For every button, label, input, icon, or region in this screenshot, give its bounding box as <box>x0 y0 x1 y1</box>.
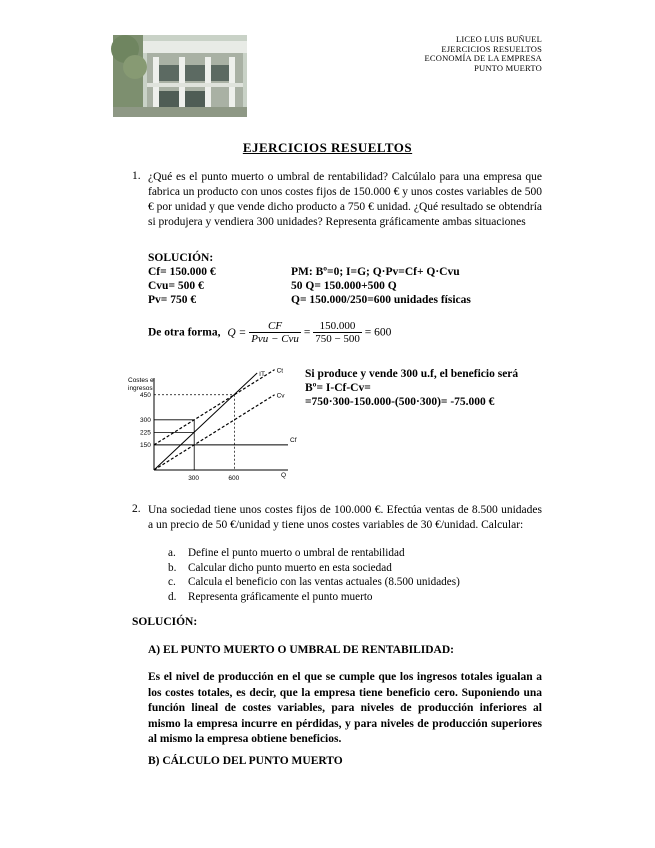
fraction-2-numerator: 150.000 <box>313 320 362 333</box>
exercise1-number: 1. <box>132 170 141 182</box>
data-fixed-cost: Cf= 150.000 € <box>148 266 216 278</box>
exercise2-item-b <box>168 561 460 576</box>
fraction-1-numerator: CF <box>249 320 301 333</box>
exercise2-item-c <box>168 575 460 590</box>
school-building-photo <box>113 35 247 117</box>
x-tick-600: 600 <box>228 475 240 482</box>
data-sale-price: Pv= 750 € <box>148 294 197 306</box>
pm-equation-3: Q= 150.000/250=600 unidades físicas <box>291 294 471 306</box>
y-tick-450: 450 <box>140 392 151 400</box>
pm-equation-2: 50 Q= 150.000+500 Q <box>291 280 397 292</box>
item-b-text: Calcular dicho punto muerto en esta sociedad <box>188 561 392 574</box>
item-a-text: Define el punto muerto o umbral de rentabilidad <box>188 547 405 559</box>
break-even-chart <box>126 367 297 488</box>
formula-fraction-2 <box>313 320 362 345</box>
item-a-letter: a. <box>168 547 176 559</box>
section-a-heading: A) EL PUNTO MUERTO O UMBRAL DE RENTABILIDAD: <box>148 644 454 656</box>
result-line-2: Bº= I-Cf-Cv= <box>305 382 371 394</box>
chart-ylabel-line2: ingresos <box>128 385 153 392</box>
header-school: LICEO LUIS BUÑUEL <box>455 34 542 44</box>
other-form-label: De otra forma, <box>148 326 221 339</box>
fraction-2-denominator: 750 − 500 <box>315 333 360 345</box>
item-b-letter: b. <box>168 561 177 574</box>
result-line-1: Si produce y vende 300 u.f, el beneficio será <box>305 368 519 380</box>
item-c-text: Calcula el beneficio con las ventas actuales (8.500 unidades) <box>188 576 460 588</box>
series-label-it: IT <box>259 370 265 378</box>
result-line-3: =750·300-150.000-(500·300)= -75.000 € <box>305 396 495 408</box>
chart-ylabel-line1: Costes e <box>128 377 154 384</box>
solution2-label: SOLUCIÓN: <box>132 616 198 628</box>
item-d-text: Representa gráficamente el punto muerto <box>188 590 373 603</box>
series-label-ct: Ct <box>276 367 284 375</box>
pm-equation-1: PM: Bº=0; I=G; Q·Pv=Cf+ Q·Cvu <box>291 266 460 278</box>
formula-line <box>148 320 391 345</box>
page-title: EJERCICIOS RESUELTOS <box>242 140 413 155</box>
chart-xlabel: Q <box>281 472 287 479</box>
series-line-it <box>154 373 257 470</box>
building-image <box>113 35 247 117</box>
header-exercises: EJERCICIOS RESUELTOS <box>441 43 542 54</box>
exercise2-item-a <box>168 546 460 561</box>
formula-lhs: Q = <box>227 326 247 339</box>
y-tick-225: 225 <box>140 429 151 437</box>
exercise2-text: Una sociedad tiene unos costes fijos de 100.000 €. Efectúa ventas de 8.500 unidades a un precio de 50 €/unidad y tiene unos costes variables de 30 €/unidad. Calcular: <box>148 504 542 531</box>
section-a-paragraph: Es el nivel de producción en el que se cumple que los ingresos totales igualan a los costes totales, es decir, que la empresa tiene beneficio cero. Suponiendo una función lineal de costes variables, para niveles de producción inferiores al mismo la empresa incurre en pérdidas, y para niveles de producción superiores al mismo la empresa obtiene beneficios. <box>148 671 542 746</box>
series-label-cf: Cf <box>290 436 297 444</box>
formula-equals-1: = <box>303 326 311 339</box>
formula-fraction-1 <box>249 320 301 345</box>
series-line-ct <box>154 370 275 445</box>
data-variable-cost: Cvu= 500 € <box>148 280 204 292</box>
exercise2-number: 2. <box>132 503 141 515</box>
exercise1-text: ¿Qué es el punto muerto o umbral de rentabilidad? Calcúlalo para una empresa que fabrica un producto con unos costes fijos de 150.000 € y unos costes variables de 500 € por unidad y que vende dicho producto a 750 € unidad. ¿Qué resultado se obtendría si produjera y vendiera 300 unidades? Representa gráficamente ambas situaciones <box>148 171 542 228</box>
x-tick-300: 300 <box>188 475 200 482</box>
header-subject: ECONOMÍA DE LA EMPRESA <box>424 53 542 63</box>
y-tick-300: 300 <box>140 417 151 425</box>
item-d-letter: d. <box>168 590 177 603</box>
document-header <box>424 35 542 73</box>
fraction-1-denominator: Pvu − Cvu <box>251 333 299 345</box>
header-topic: PUNTO MUERTO <box>474 62 542 73</box>
formula-result: = 600 <box>364 326 392 339</box>
section-b-heading: B) CÁLCULO DEL PUNTO MUERTO <box>148 755 343 767</box>
exercise2-item-d <box>168 590 460 605</box>
exercise1-solution-label: SOLUCIÓN: <box>148 252 214 264</box>
y-tick-150: 150 <box>140 442 151 450</box>
item-c-letter: c. <box>168 576 176 588</box>
series-label-cv: Cv <box>276 392 285 400</box>
exercise2-items <box>168 546 460 604</box>
